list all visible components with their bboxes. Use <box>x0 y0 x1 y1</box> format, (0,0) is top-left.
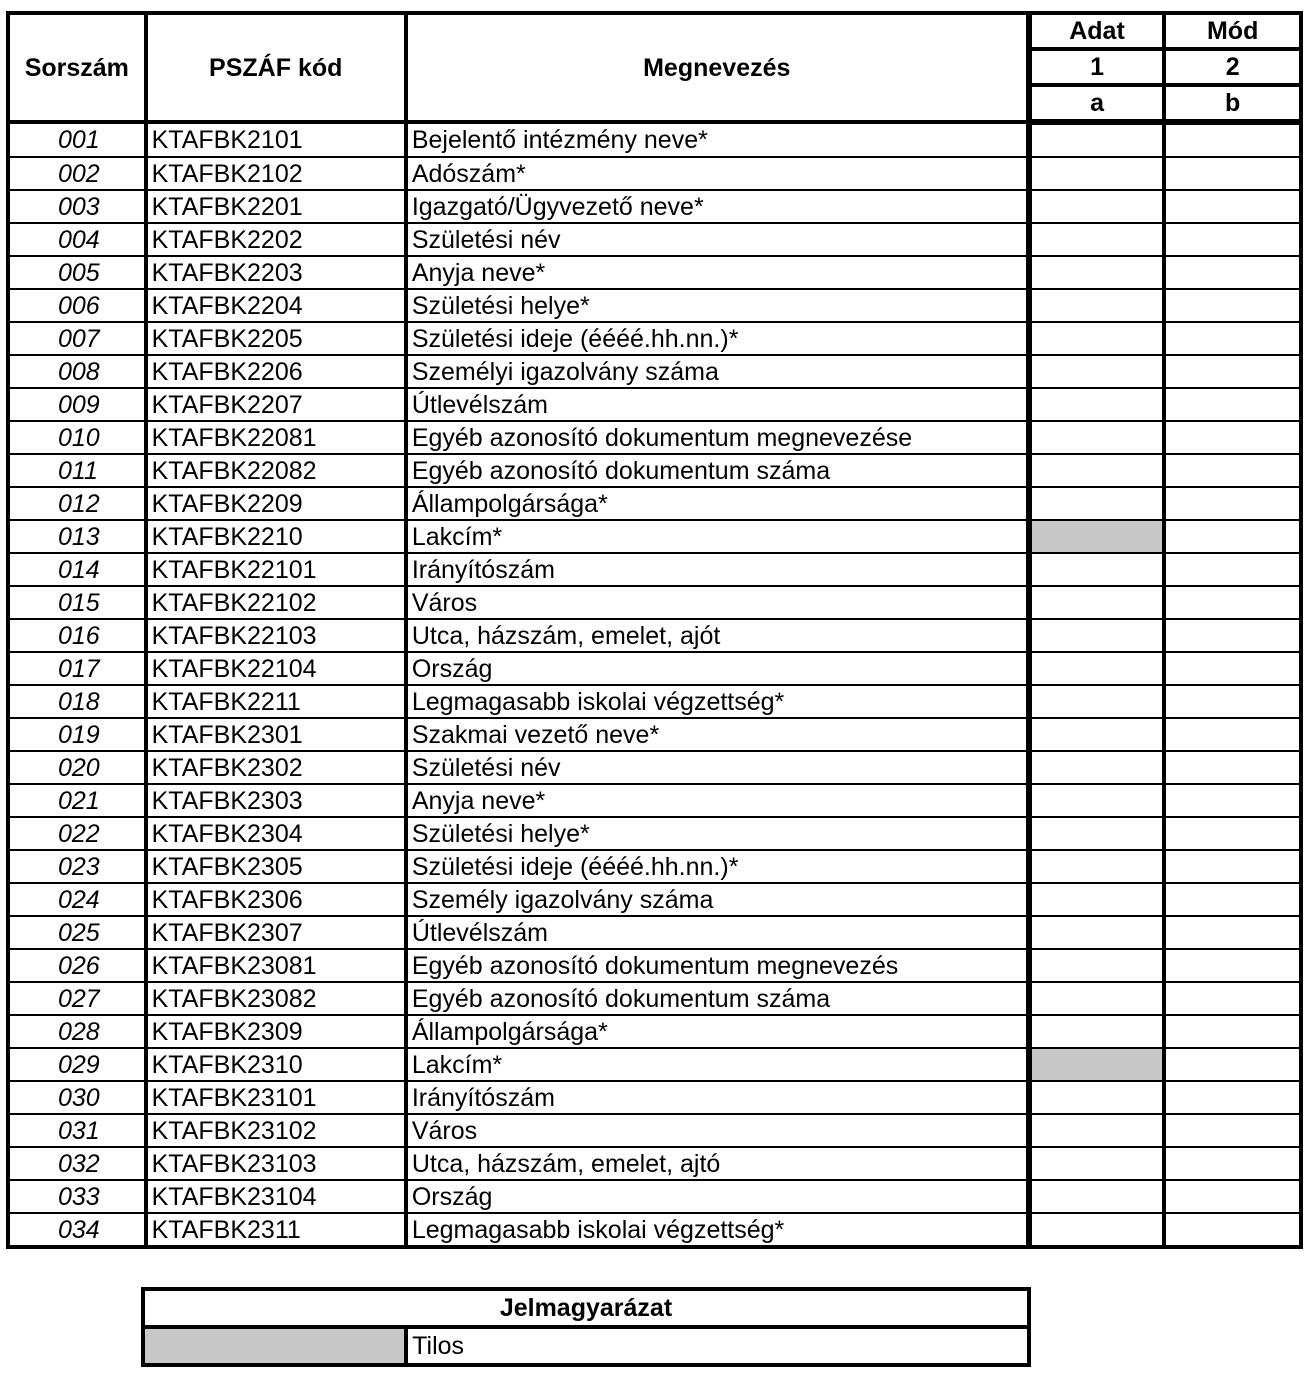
header-sorszam: Sorszám <box>8 13 146 122</box>
table-row <box>8 685 1301 718</box>
table-row <box>8 553 1301 586</box>
row-mod-cell[interactable] <box>1164 157 1301 190</box>
row-adat-cell[interactable] <box>1029 1114 1165 1147</box>
header-adat: Adat <box>1029 13 1165 49</box>
row-sorszam: 012 <box>8 487 146 520</box>
row-pszaf-kod: KTAFBK23081 <box>146 949 406 982</box>
row-adat-cell[interactable] <box>1029 949 1165 982</box>
row-mod-cell[interactable] <box>1164 916 1301 949</box>
row-adat-cell[interactable] <box>1029 1147 1165 1180</box>
row-megnevezes: Állampolgársága* <box>406 1015 1029 1048</box>
table-row <box>8 289 1301 322</box>
row-sorszam: 002 <box>8 157 146 190</box>
row-pszaf-kod: KTAFBK2304 <box>146 817 406 850</box>
row-pszaf-kod: KTAFBK2305 <box>146 850 406 883</box>
row-sorszam: 006 <box>8 289 146 322</box>
row-pszaf-kod: KTAFBK23082 <box>146 982 406 1015</box>
row-megnevezes: Egyéb azonosító dokumentum száma <box>406 454 1029 487</box>
row-megnevezes: Város <box>406 586 1029 619</box>
row-adat-cell[interactable] <box>1029 454 1165 487</box>
row-mod-cell[interactable] <box>1164 949 1301 982</box>
row-mod-cell[interactable] <box>1164 883 1301 916</box>
row-megnevezes: Születési ideje (éééé.hh.nn.)* <box>406 322 1029 355</box>
row-pszaf-kod: KTAFBK2311 <box>146 1213 406 1247</box>
row-sorszam: 003 <box>8 190 146 223</box>
row-megnevezes: Legmagasabb iskolai végzettség* <box>406 685 1029 718</box>
row-pszaf-kod: KTAFBK2306 <box>146 883 406 916</box>
legend-title: Jelmagyarázat <box>143 1289 1029 1327</box>
row-sorszam: 010 <box>8 421 146 454</box>
table-row <box>8 1180 1301 1213</box>
row-pszaf-kod: KTAFBK23103 <box>146 1147 406 1180</box>
row-pszaf-kod: KTAFBK22082 <box>146 454 406 487</box>
row-adat-cell[interactable] <box>1029 652 1165 685</box>
row-megnevezes: Ország <box>406 652 1029 685</box>
row-sorszam: 023 <box>8 850 146 883</box>
row-megnevezes: Anyja neve* <box>406 784 1029 817</box>
row-sorszam: 024 <box>8 883 146 916</box>
row-adat-cell-forbidden <box>1029 1048 1165 1081</box>
row-megnevezes: Utca, házszám, emelet, ajót <box>406 619 1029 652</box>
row-sorszam: 030 <box>8 1081 146 1114</box>
row-mod-cell[interactable] <box>1164 256 1301 289</box>
row-pszaf-kod: KTAFBK2310 <box>146 1048 406 1081</box>
row-adat-cell[interactable] <box>1029 322 1165 355</box>
row-megnevezes: Irányítószám <box>406 553 1029 586</box>
row-pszaf-kod: KTAFBK23101 <box>146 1081 406 1114</box>
table-row <box>8 454 1301 487</box>
row-megnevezes: Személy igazolvány száma <box>406 883 1029 916</box>
table-row <box>8 718 1301 751</box>
row-sorszam: 027 <box>8 982 146 1015</box>
row-adat-cell[interactable] <box>1029 487 1165 520</box>
row-pszaf-kod: KTAFBK22081 <box>146 421 406 454</box>
row-mod-cell[interactable] <box>1164 718 1301 751</box>
row-pszaf-kod: KTAFBK2207 <box>146 388 406 421</box>
table-row <box>8 256 1301 289</box>
row-pszaf-kod: KTAFBK2206 <box>146 355 406 388</box>
row-adat-cell[interactable] <box>1029 1180 1165 1213</box>
table-row <box>8 157 1301 190</box>
row-megnevezes: Születési ideje (éééé.hh.nn.)* <box>406 850 1029 883</box>
row-pszaf-kod: KTAFBK2211 <box>146 685 406 718</box>
row-sorszam: 008 <box>8 355 146 388</box>
row-mod-cell[interactable] <box>1164 1048 1301 1081</box>
table-row <box>8 586 1301 619</box>
row-sorszam: 001 <box>8 122 146 157</box>
row-sorszam: 011 <box>8 454 146 487</box>
row-megnevezes: Egyéb azonosító dokumentum megnevezése <box>406 421 1029 454</box>
row-pszaf-kod: KTAFBK2209 <box>146 487 406 520</box>
row-pszaf-kod: KTAFBK2201 <box>146 190 406 223</box>
row-sorszam: 005 <box>8 256 146 289</box>
row-sorszam: 028 <box>8 1015 146 1048</box>
row-megnevezes: Város <box>406 1114 1029 1147</box>
row-megnevezes: Utca, házszám, emelet, ajtó <box>406 1147 1029 1180</box>
row-adat-cell[interactable] <box>1029 388 1165 421</box>
table-row <box>8 520 1301 553</box>
row-adat-cell[interactable] <box>1029 586 1165 619</box>
row-adat-cell[interactable] <box>1029 817 1165 850</box>
table-row <box>8 817 1301 850</box>
row-megnevezes: Szakmai vezető neve* <box>406 718 1029 751</box>
table-row <box>8 1015 1301 1048</box>
table-row <box>8 784 1301 817</box>
row-sorszam: 026 <box>8 949 146 982</box>
row-sorszam: 022 <box>8 817 146 850</box>
table-row <box>8 487 1301 520</box>
row-mod-cell[interactable] <box>1164 850 1301 883</box>
row-megnevezes: Lakcím* <box>406 520 1029 553</box>
row-mod-cell[interactable] <box>1164 784 1301 817</box>
row-adat-cell-forbidden <box>1029 520 1165 553</box>
row-megnevezes: Születési helye* <box>406 817 1029 850</box>
row-mod-cell[interactable] <box>1164 553 1301 586</box>
row-adat-cell[interactable] <box>1029 850 1165 883</box>
row-mod-cell[interactable] <box>1164 1114 1301 1147</box>
row-adat-cell[interactable] <box>1029 157 1165 190</box>
header-adat-letter: a <box>1029 85 1165 122</box>
table-row <box>8 949 1301 982</box>
row-adat-cell[interactable] <box>1029 190 1165 223</box>
table-row <box>8 190 1301 223</box>
row-adat-cell[interactable] <box>1029 718 1165 751</box>
table-header <box>8 13 1301 122</box>
row-pszaf-kod: KTAFBK2203 <box>146 256 406 289</box>
row-pszaf-kod: KTAFBK2205 <box>146 322 406 355</box>
row-sorszam: 029 <box>8 1048 146 1081</box>
table-row <box>8 751 1301 784</box>
table-row <box>8 883 1301 916</box>
table-row <box>8 1213 1301 1247</box>
table-row <box>8 388 1301 421</box>
data-table <box>6 11 1303 1249</box>
row-adat-cell[interactable] <box>1029 883 1165 916</box>
table-row <box>8 652 1301 685</box>
row-sorszam: 025 <box>8 916 146 949</box>
row-adat-cell[interactable] <box>1029 256 1165 289</box>
row-pszaf-kod: KTAFBK2202 <box>146 223 406 256</box>
row-mod-cell[interactable] <box>1164 1081 1301 1114</box>
row-megnevezes: Irányítószám <box>406 1081 1029 1114</box>
row-pszaf-kod: KTAFBK23104 <box>146 1180 406 1213</box>
row-mod-cell[interactable] <box>1164 421 1301 454</box>
row-pszaf-kod: KTAFBK2302 <box>146 751 406 784</box>
row-sorszam: 034 <box>8 1213 146 1247</box>
row-mod-cell[interactable] <box>1164 1015 1301 1048</box>
row-mod-cell[interactable] <box>1164 982 1301 1015</box>
row-mod-cell[interactable] <box>1164 289 1301 322</box>
row-sorszam: 013 <box>8 520 146 553</box>
table-body <box>8 122 1301 1247</box>
row-megnevezes: Bejelentő intézmény neve* <box>406 122 1029 157</box>
row-adat-cell[interactable] <box>1029 619 1165 652</box>
row-megnevezes: Születési név <box>406 751 1029 784</box>
row-mod-cell[interactable] <box>1164 487 1301 520</box>
table-row <box>8 619 1301 652</box>
table-row <box>8 916 1301 949</box>
row-megnevezes: Személyi igazolvány száma <box>406 355 1029 388</box>
row-sorszam: 018 <box>8 685 146 718</box>
row-mod-cell[interactable] <box>1164 817 1301 850</box>
table-row <box>8 1114 1301 1147</box>
row-megnevezes: Anyja neve* <box>406 256 1029 289</box>
header-mod-letter: b <box>1164 85 1301 122</box>
row-megnevezes: Születési helye* <box>406 289 1029 322</box>
row-pszaf-kod: KTAFBK23102 <box>146 1114 406 1147</box>
table-row <box>8 1048 1301 1081</box>
header-pszaf-kod: PSZÁF kód <box>146 13 406 122</box>
table-row <box>8 355 1301 388</box>
row-megnevezes: Útlevélszám <box>406 388 1029 421</box>
row-adat-cell[interactable] <box>1029 1081 1165 1114</box>
row-pszaf-kod: KTAFBK2210 <box>146 520 406 553</box>
row-sorszam: 015 <box>8 586 146 619</box>
row-megnevezes: Legmagasabb iskolai végzettség* <box>406 1213 1029 1247</box>
row-sorszam: 016 <box>8 619 146 652</box>
row-megnevezes: Adószám* <box>406 157 1029 190</box>
row-mod-cell[interactable] <box>1164 454 1301 487</box>
row-adat-cell[interactable] <box>1029 553 1165 586</box>
row-pszaf-kod: KTAFBK2309 <box>146 1015 406 1048</box>
row-megnevezes: Lakcím* <box>406 1048 1029 1081</box>
row-megnevezes: Útlevélszám <box>406 916 1029 949</box>
row-sorszam: 019 <box>8 718 146 751</box>
row-mod-cell[interactable] <box>1164 520 1301 553</box>
row-pszaf-kod: KTAFBK22101 <box>146 553 406 586</box>
table-row <box>8 122 1301 157</box>
row-adat-cell[interactable] <box>1029 355 1165 388</box>
legend-forbidden-swatch <box>143 1327 406 1365</box>
row-pszaf-kod: KTAFBK22104 <box>146 652 406 685</box>
row-adat-cell[interactable] <box>1029 751 1165 784</box>
row-adat-cell[interactable] <box>1029 916 1165 949</box>
row-sorszam: 017 <box>8 652 146 685</box>
row-megnevezes: Egyéb azonosító dokumentum megnevezés <box>406 949 1029 982</box>
row-megnevezes: Egyéb azonosító dokumentum száma <box>406 982 1029 1015</box>
row-adat-cell[interactable] <box>1029 784 1165 817</box>
row-adat-cell[interactable] <box>1029 421 1165 454</box>
row-adat-cell[interactable] <box>1029 223 1165 256</box>
row-megnevezes: Születési név <box>406 223 1029 256</box>
row-mod-cell[interactable] <box>1164 388 1301 421</box>
row-adat-cell[interactable] <box>1029 289 1165 322</box>
row-sorszam: 004 <box>8 223 146 256</box>
row-pszaf-kod: KTAFBK2307 <box>146 916 406 949</box>
row-mod-cell[interactable] <box>1164 322 1301 355</box>
row-megnevezes: Ország <box>406 1180 1029 1213</box>
row-mod-cell[interactable] <box>1164 619 1301 652</box>
row-pszaf-kod: KTAFBK22103 <box>146 619 406 652</box>
row-adat-cell[interactable] <box>1029 1213 1165 1247</box>
row-pszaf-kod: KTAFBK2102 <box>146 157 406 190</box>
header-mod-number: 2 <box>1164 49 1301 85</box>
row-mod-cell[interactable] <box>1164 751 1301 784</box>
row-pszaf-kod: KTAFBK2303 <box>146 784 406 817</box>
table-row <box>8 1081 1301 1114</box>
row-mod-cell[interactable] <box>1164 586 1301 619</box>
table-row <box>8 982 1301 1015</box>
row-sorszam: 009 <box>8 388 146 421</box>
row-mod-cell[interactable] <box>1164 1213 1301 1247</box>
row-mod-cell[interactable] <box>1164 355 1301 388</box>
table-row <box>8 322 1301 355</box>
row-sorszam: 020 <box>8 751 146 784</box>
row-adat-cell[interactable] <box>1029 122 1165 157</box>
row-mod-cell[interactable] <box>1164 223 1301 256</box>
row-sorszam: 032 <box>8 1147 146 1180</box>
table-row <box>8 1147 1301 1180</box>
legend-table <box>141 1287 1031 1367</box>
row-adat-cell[interactable] <box>1029 685 1165 718</box>
row-sorszam: 031 <box>8 1114 146 1147</box>
row-sorszam: 007 <box>8 322 146 355</box>
legend-forbidden-label: Tilos <box>412 1331 465 1360</box>
row-mod-cell[interactable] <box>1164 190 1301 223</box>
row-adat-cell[interactable] <box>1029 982 1165 1015</box>
row-pszaf-kod: KTAFBK2301 <box>146 718 406 751</box>
row-megnevezes: Igazgató/Ügyvezető neve* <box>406 190 1029 223</box>
row-pszaf-kod: KTAFBK22102 <box>146 586 406 619</box>
row-sorszam: 033 <box>8 1180 146 1213</box>
row-mod-cell[interactable] <box>1164 685 1301 718</box>
header-megnevezes: Megnevezés <box>406 13 1029 122</box>
row-mod-cell[interactable] <box>1164 1147 1301 1180</box>
row-sorszam: 021 <box>8 784 146 817</box>
row-mod-cell[interactable] <box>1164 122 1301 157</box>
row-adat-cell[interactable] <box>1029 1015 1165 1048</box>
header-mod: Mód <box>1164 13 1301 49</box>
row-mod-cell[interactable] <box>1164 1180 1301 1213</box>
row-mod-cell[interactable] <box>1164 652 1301 685</box>
table-row <box>8 223 1301 256</box>
header-adat-number: 1 <box>1029 49 1165 85</box>
table-row <box>8 850 1301 883</box>
row-pszaf-kod: KTAFBK2204 <box>146 289 406 322</box>
row-pszaf-kod: KTAFBK2101 <box>146 122 406 157</box>
row-megnevezes: Állampolgársága* <box>406 487 1029 520</box>
row-sorszam: 014 <box>8 553 146 586</box>
table-row <box>8 421 1301 454</box>
